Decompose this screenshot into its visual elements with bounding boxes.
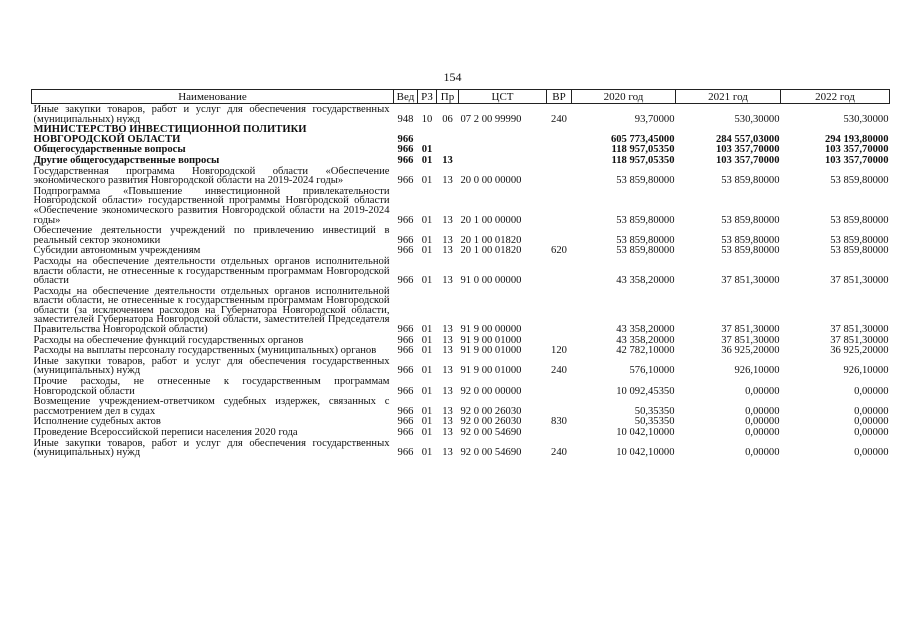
row-ved: 966 bbox=[397, 405, 414, 417]
row-amount-2022: 926,10000 bbox=[843, 365, 889, 377]
row-amount-2020: 53 859,80000 bbox=[616, 175, 675, 186]
row-amount-2021: 926,10000 bbox=[734, 365, 780, 377]
row-amount-2021: 53 859,80000 bbox=[721, 175, 780, 186]
row-amount-2022: 103 357,70000 bbox=[824, 154, 889, 166]
row-vr bbox=[547, 124, 572, 144]
row-vr: 620 bbox=[551, 245, 567, 256]
row-vr bbox=[547, 335, 572, 346]
row-rz: 01 bbox=[421, 416, 433, 427]
table-row bbox=[32, 286, 890, 335]
row-amount-2021: 37 851,30000 bbox=[721, 275, 780, 286]
row-ved: 966 bbox=[397, 365, 414, 377]
table-row bbox=[32, 166, 890, 186]
row-ved: 966 bbox=[397, 234, 414, 246]
row-pr: 13 bbox=[442, 175, 453, 186]
row-rz: 01 bbox=[421, 334, 433, 346]
row-vr bbox=[547, 225, 572, 245]
row-cst: 20 0 00 00000 bbox=[460, 175, 522, 186]
row-ved: 966 bbox=[397, 133, 414, 145]
header-name: Наименование bbox=[32, 90, 394, 104]
row-rz: 01 bbox=[421, 427, 433, 438]
row-amount-2022: 37 851,30000 bbox=[830, 334, 889, 346]
row-cst: 92 0 00 54690 bbox=[460, 447, 522, 458]
row-vr: 120 bbox=[551, 345, 567, 356]
row-ved: 966 bbox=[397, 427, 414, 438]
row-name: МИНИСТЕРСТВО ИНВЕСТИЦИОННОЙ ПОЛИТИКИ НОВГОРОДСКОЙ ОБЛАСТИ bbox=[33, 124, 307, 145]
table-row bbox=[32, 104, 890, 125]
row-cst: 91 9 00 01000 bbox=[460, 365, 522, 377]
row-rz: 01 bbox=[421, 447, 433, 458]
row-ved: 966 bbox=[397, 144, 414, 155]
row-pr: 13 bbox=[442, 427, 453, 438]
row-pr bbox=[437, 124, 459, 144]
table-row bbox=[32, 356, 890, 376]
table-row bbox=[32, 396, 890, 416]
row-rz: 01 bbox=[421, 275, 433, 286]
row-cst: 91 9 00 00000 bbox=[460, 324, 522, 335]
row-vr bbox=[547, 155, 572, 166]
row-pr: 13 bbox=[442, 154, 453, 166]
row-amount-2020: 43 358,20000 bbox=[616, 275, 675, 286]
budget-table bbox=[31, 89, 890, 458]
row-vr bbox=[547, 144, 572, 155]
table-row bbox=[32, 416, 890, 427]
table-row bbox=[32, 376, 890, 396]
row-pr: 13 bbox=[442, 447, 453, 458]
row-name: Иные закупки товаров, работ и услуг для обеспечения государственных (муниципальных) нужд bbox=[33, 355, 390, 377]
row-amount-2020: 576,10000 bbox=[629, 365, 675, 377]
row-ved: 948 bbox=[397, 113, 414, 125]
row-amount-2020: 10 042,10000 bbox=[616, 447, 675, 458]
row-name: Исполнение судебных актов bbox=[33, 416, 161, 427]
row-ved: 966 bbox=[397, 447, 414, 458]
row-amount-2022: 53 859,80000 bbox=[830, 234, 889, 246]
row-amount-2022: 530,30000 bbox=[843, 113, 889, 125]
row-amount-2022: 36 925,20000 bbox=[830, 345, 889, 356]
header-vr: ВР bbox=[547, 90, 572, 104]
row-name: Другие общегосударственные вопросы bbox=[33, 154, 220, 166]
row-pr: 13 bbox=[442, 345, 453, 356]
row-rz: 01 bbox=[421, 405, 433, 417]
row-rz: 01 bbox=[421, 154, 433, 166]
row-name: Подпрограмма «Повышение инвестиционной привлекательности Новгородской области» государственной программы Новгородской области «Обеспечение экономического развития Новгородской области на 2019-2024 годы» bbox=[33, 185, 390, 226]
row-name: Государственная программа Новгородской области «Обеспечение экономического развития Новгородской области на 2019-2024 годы» bbox=[33, 165, 390, 186]
table-body bbox=[32, 104, 890, 458]
table-header-row bbox=[32, 90, 890, 104]
row-name: Иные закупки товаров, работ и услуг для обеспечения государственных (муниципальных) нужд bbox=[33, 104, 390, 125]
row-amount-2021: 530,30000 bbox=[734, 113, 780, 125]
row-amount-2020: 118 957,05350 bbox=[611, 144, 675, 155]
row-pr: 06 bbox=[442, 113, 453, 125]
row-amount-2022: 0,00000 bbox=[854, 416, 889, 427]
row-name: Обеспечение деятельности учреждений по привлечению инвестиций в реальный сектор экономики bbox=[33, 225, 390, 246]
row-ved: 966 bbox=[397, 154, 414, 166]
row-rz: 01 bbox=[421, 234, 433, 246]
row-name: Расходы на выплаты персоналу государственных (муниципальных) органов bbox=[33, 345, 377, 356]
row-amount-2020: 118 957,05350 bbox=[611, 154, 675, 166]
row-amount-2021: 0,00000 bbox=[745, 447, 780, 458]
header-cst: ЦСТ bbox=[459, 90, 547, 104]
row-amount-2021: 0,00000 bbox=[745, 427, 780, 438]
header-pr: Пр bbox=[437, 90, 459, 104]
row-amount-2020: 10 092,45350 bbox=[616, 385, 675, 397]
row-amount-2021: 36 925,20000 bbox=[721, 345, 780, 356]
row-amount-2020: 42 782,10000 bbox=[616, 345, 675, 356]
row-amount-2021: 53 859,80000 bbox=[721, 214, 780, 226]
row-pr: 13 bbox=[442, 405, 453, 417]
row-rz: 01 bbox=[421, 214, 433, 226]
row-amount-2022: 0,00000 bbox=[854, 447, 889, 458]
row-amount-2021: 37 851,30000 bbox=[721, 334, 780, 346]
row-amount-2021: 103 357,70000 bbox=[715, 154, 780, 166]
header-rz: РЗ bbox=[418, 90, 437, 104]
table-row bbox=[32, 427, 890, 438]
row-ved: 966 bbox=[397, 275, 414, 286]
table-row bbox=[32, 155, 890, 166]
row-amount-2020: 605 773,45000 bbox=[610, 133, 675, 145]
row-amount-2021: 37 851,30000 bbox=[721, 324, 780, 335]
row-amount-2020: 10 042,10000 bbox=[616, 427, 675, 438]
row-amount-2021: 284 557,03000 bbox=[715, 133, 780, 145]
row-amount-2021: 0,00000 bbox=[745, 416, 780, 427]
row-cst: 92 0 00 26030 bbox=[460, 416, 522, 427]
row-ved: 966 bbox=[397, 324, 414, 335]
row-pr: 13 bbox=[442, 214, 453, 226]
row-name: Расходы на обеспечение деятельности отдельных органов исполнительной власти области, не отнесенные к государственным программам Новгородской области bbox=[33, 255, 390, 286]
row-pr: 13 bbox=[442, 245, 453, 256]
row-cst: 92 0 00 00000 bbox=[460, 385, 522, 397]
table-row bbox=[32, 225, 890, 245]
row-name: Проведение Всероссийской переписи населения 2020 года bbox=[33, 427, 298, 438]
row-pr: 13 bbox=[442, 334, 453, 346]
row-rz: 01 bbox=[421, 365, 433, 377]
row-pr: 13 bbox=[442, 275, 453, 286]
table-row bbox=[32, 124, 890, 144]
row-rz: 01 bbox=[421, 175, 433, 186]
row-amount-2022: 53 859,80000 bbox=[830, 175, 889, 186]
row-amount-2020: 50,35350 bbox=[634, 405, 675, 417]
header-year-2022: 2022 год bbox=[781, 90, 890, 104]
table-row bbox=[32, 144, 890, 155]
row-amount-2020: 93,70000 bbox=[634, 113, 675, 125]
row-name: Расходы на обеспечение деятельности отдельных органов исполнительной власти области, не отнесенные к государственным программам Новгородской области (за исключением расходов на Губернатора Новгородской области, заместителей Губернатора Новгородской области, заместителей Председателя Правительства Новгородской области) bbox=[33, 285, 390, 335]
row-ved: 966 bbox=[397, 245, 414, 256]
row-pr: 13 bbox=[442, 365, 453, 377]
row-ved: 966 bbox=[397, 345, 414, 356]
row-amount-2021: 0,00000 bbox=[745, 405, 780, 417]
row-vr bbox=[547, 427, 572, 438]
row-vr: 830 bbox=[551, 416, 567, 427]
row-amount-2020: 53 859,80000 bbox=[616, 214, 675, 226]
table-row bbox=[32, 256, 890, 286]
table-header bbox=[32, 90, 890, 104]
row-name: Общегосударственные вопросы bbox=[33, 144, 186, 155]
row-ved: 966 bbox=[397, 334, 414, 346]
row-amount-2022: 53 859,80000 bbox=[830, 245, 889, 256]
row-name: Иные закупки товаров, работ и услуг для обеспечения государственных (муниципальных) нужд bbox=[33, 437, 390, 458]
header-year-2020: 2020 год bbox=[572, 90, 676, 104]
row-vr bbox=[547, 286, 572, 335]
table-row bbox=[32, 186, 890, 225]
row-pr: 13 bbox=[442, 324, 453, 335]
row-name: Расходы на обеспечение функций государственных органов bbox=[33, 334, 304, 346]
row-cst: 91 9 00 01000 bbox=[460, 334, 522, 346]
row-amount-2022: 0,00000 bbox=[854, 427, 889, 438]
header-year-2021: 2021 год bbox=[676, 90, 781, 104]
row-vr bbox=[547, 396, 572, 416]
row-amount-2022: 0,00000 bbox=[854, 405, 889, 417]
row-cst: 91 9 00 01000 bbox=[460, 345, 522, 356]
row-vr: 240 bbox=[551, 113, 567, 125]
row-pr bbox=[437, 144, 459, 155]
row-amount-2021: 53 859,80000 bbox=[721, 245, 780, 256]
row-amount-2022: 37 851,30000 bbox=[830, 324, 889, 335]
row-ved: 966 bbox=[397, 214, 414, 226]
row-cst: 20 1 00 01820 bbox=[460, 234, 522, 246]
row-cst: 07 2 00 99990 bbox=[460, 113, 522, 125]
row-vr: 240 bbox=[551, 365, 567, 377]
row-name: Субсидии автономным учреждениям bbox=[33, 245, 201, 256]
row-vr: 240 bbox=[551, 447, 567, 458]
row-pr: 13 bbox=[442, 385, 453, 397]
row-vr bbox=[547, 166, 572, 186]
row-rz: 01 bbox=[421, 345, 433, 356]
table-row bbox=[32, 245, 890, 256]
row-cst bbox=[459, 155, 547, 166]
row-amount-2022: 53 859,80000 bbox=[830, 214, 889, 226]
table-row bbox=[32, 335, 890, 346]
row-amount-2020: 53 859,80000 bbox=[616, 234, 675, 246]
row-rz: 10 bbox=[421, 113, 433, 125]
header-ved: Вед bbox=[394, 90, 418, 104]
row-amount-2020: 50,35350 bbox=[634, 416, 675, 427]
row-cst bbox=[459, 124, 547, 144]
row-vr bbox=[547, 376, 572, 396]
row-amount-2022: 37 851,30000 bbox=[830, 275, 889, 286]
row-vr bbox=[547, 186, 572, 225]
page-number: 154 bbox=[443, 70, 462, 84]
row-cst: 91 0 00 00000 bbox=[460, 275, 522, 286]
row-cst: 92 0 00 54690 bbox=[460, 427, 522, 438]
row-cst bbox=[459, 144, 547, 155]
row-name: Возмещение учреждением-ответчиком судебных издержек, связанных с рассмотрением дел в судах bbox=[33, 396, 390, 417]
row-amount-2022: 294 193,80000 bbox=[824, 133, 889, 145]
row-amount-2020: 53 859,80000 bbox=[616, 245, 675, 256]
table-row bbox=[32, 345, 890, 356]
row-rz bbox=[418, 124, 437, 144]
row-cst: 92 0 00 26030 bbox=[460, 405, 522, 417]
row-name: Прочие расходы, не отнесенные к государственным программам Новгородской области bbox=[33, 376, 390, 397]
row-ved: 966 bbox=[397, 175, 414, 186]
row-rz: 01 bbox=[421, 245, 433, 256]
row-vr bbox=[547, 256, 572, 286]
row-rz: 01 bbox=[421, 324, 433, 335]
row-pr: 13 bbox=[442, 416, 453, 427]
table-row bbox=[32, 438, 890, 458]
row-amount-2022: 103 357,70000 bbox=[824, 144, 889, 155]
row-amount-2021: 0,00000 bbox=[745, 385, 780, 397]
row-pr: 13 bbox=[442, 234, 453, 246]
row-amount-2021: 53 859,80000 bbox=[721, 234, 780, 246]
row-cst: 20 1 00 00000 bbox=[460, 214, 522, 226]
row-rz: 01 bbox=[421, 144, 433, 155]
row-amount-2020: 43 358,20000 bbox=[616, 324, 675, 335]
row-amount-2021: 103 357,70000 bbox=[715, 144, 780, 155]
row-rz: 01 bbox=[421, 385, 433, 397]
row-ved: 966 bbox=[397, 385, 414, 397]
row-cst: 20 1 00 01820 bbox=[460, 245, 522, 256]
row-ved: 966 bbox=[397, 416, 414, 427]
row-amount-2020: 43 358,20000 bbox=[616, 334, 675, 346]
row-amount-2022: 0,00000 bbox=[854, 385, 889, 397]
